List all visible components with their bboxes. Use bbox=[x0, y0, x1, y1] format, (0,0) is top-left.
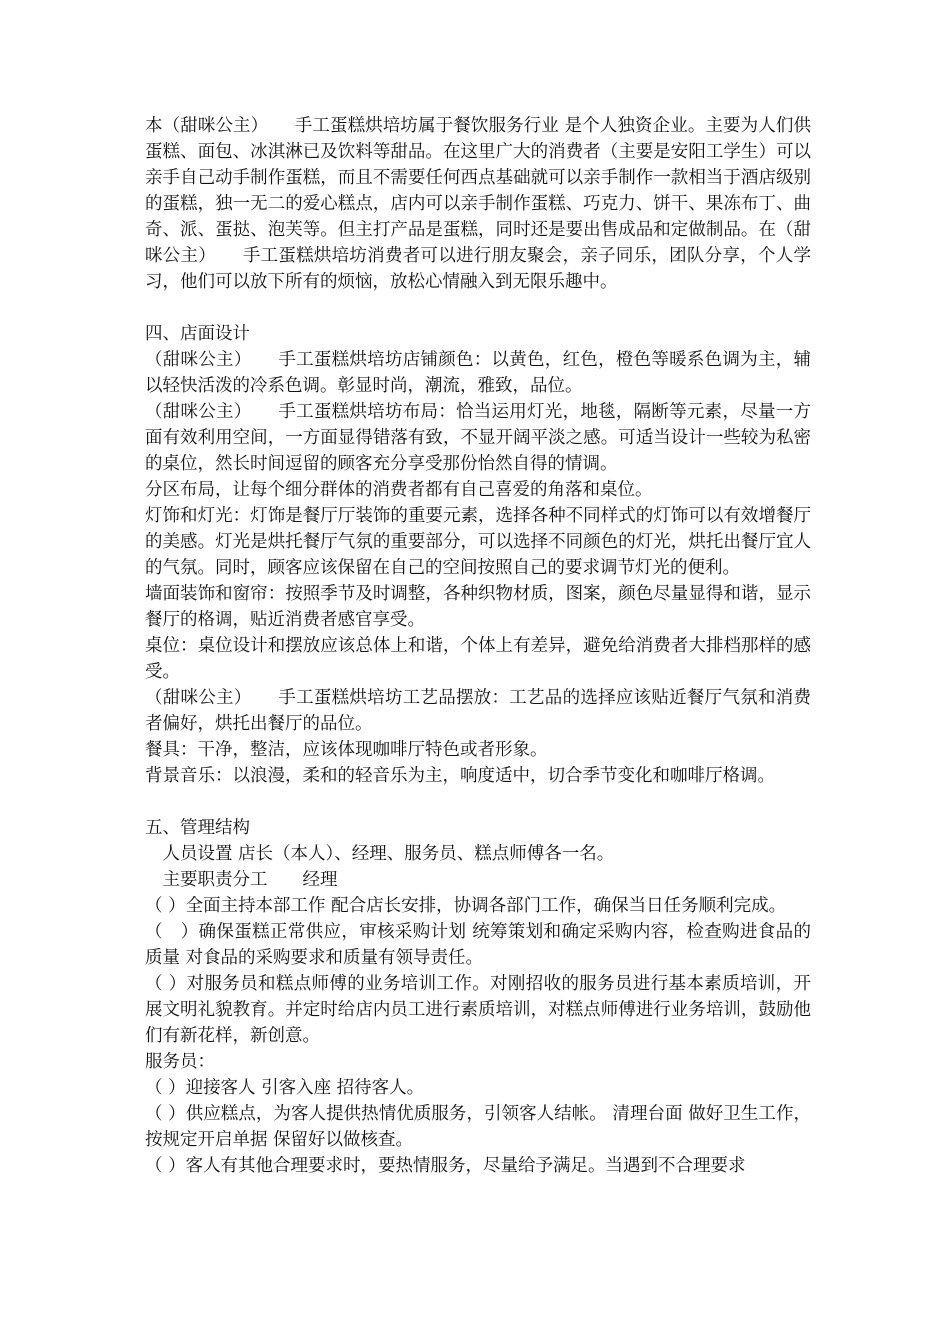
lighting-paragraph: 灯饰和灯光：灯饰是餐厅厅装饰的重要元素，选择各种不同样式的灯饰可以有效增餐厅的美感。灯光是烘托餐厅气氛的重要部分，可以选择不同颜色的灯光，烘托出餐厅宜人的气氛。同时，顾客应该保留在自己的空间按照自己的要求调节灯光的便利。 bbox=[145, 506, 811, 578]
store-color-paragraph: （甜咪公主） 手工蛋糕烘培坊店铺颜色：以黄色，红色，橙色等暖系色调为主，辅以轻快活泼的冷系色调。彰显时尚，潮流，雅致，品位。 bbox=[145, 350, 811, 396]
section-heading-store-design: 四、店面设计 bbox=[145, 324, 250, 344]
waiter-heading: 服务员： bbox=[145, 1052, 215, 1072]
tableware-paragraph: 餐具：干净，整洁，应该体现咖啡厅特色或者形象。 bbox=[145, 740, 548, 760]
music-paragraph: 背景音乐：以浪漫，柔和的轻音乐为主，响度适中，切合季节变化和咖啡厅格调。 bbox=[145, 766, 775, 786]
seating-paragraph: 桌位：桌位设计和摆放应该总体上和谐，个体上有差异，避免给消费者大排档那样的感受。 bbox=[145, 636, 811, 682]
duties-heading: 主要职责分工 经理 bbox=[145, 870, 338, 890]
zone-layout-paragraph: 分区布局，让每个细分群体的消费者都有自己喜爱的角落和桌位。 bbox=[145, 480, 653, 500]
store-layout-paragraph: （甜咪公主） 手工蛋糕烘培坊布局：恰当运用灯光，地毯，隔断等元素，尽量一方面有效利用空间，一方面显得错落有致，不显开阔平淡之感。可适当设计一些较为私密的桌位，然长时间逗留的顾客充分享受那份怡然自得的情调。 bbox=[145, 402, 811, 474]
spacer bbox=[145, 789, 811, 815]
document-body bbox=[145, 113, 811, 1179]
waiter-duty-2: （ ）供应糕点，为客人提供热情优质服务，引领客人结帐。 清理台面 做好卫生工作，按规定开启单据 保留好以做核查。 bbox=[145, 1104, 811, 1150]
manager-duty-1: （ ）全面主持本部工作 配合店长安排，协调各部门工作，确保当日任务顺利完成。 bbox=[145, 896, 787, 916]
crafts-paragraph: （甜咪公主） 手工蛋糕烘培坊工艺品摆放：工艺品的选择应该贴近餐厅气氛和消费者偏好，烘托出餐厅的品位。 bbox=[145, 688, 811, 734]
spacer bbox=[145, 295, 811, 321]
staffing-paragraph: 人员设置 店长（本人）、经理、服务员、糕点师傅各一名。 bbox=[145, 844, 615, 864]
waiter-duty-1: （ ）迎接客人 引客入座 招待客人。 bbox=[145, 1078, 425, 1098]
wall-curtain-paragraph: 墙面装饰和窗帘：按照季节及时调整，各种织物材质，图案，颜色尽量显得和谐，显示餐厅的格调，贴近消费者感官享受。 bbox=[145, 584, 811, 630]
section-heading-management: 五、管理结构 bbox=[145, 818, 250, 838]
manager-duty-2: （ ）确保蛋糕正常供应，审核采购计划 统筹策划和确定采购内容，检查购进食品的质量 对食品的采购要求和质量有领导责任。 bbox=[145, 922, 811, 968]
manager-duty-3: （ ）对服务员和糕点师傅的业务培训工作。对刚招收的服务员进行基本素质培训，开展文明礼貌教育。并定时给店内员工进行素质培训，对糕点师傅进行业务培训，鼓励他们有新花样，新创意。 bbox=[145, 974, 811, 1046]
intro-paragraph: 本（甜咪公主） 手工蛋糕烘培坊属于餐饮服务行业 是个人独资企业。主要为人们供蛋糕、面包、冰淇淋已及饮料等甜品。在这里广大的消费者（主要是安阳工学生）可以亲手自己动手制作蛋糕，而且不需要任何西点基础就可以亲手制作一款相当于酒店级别的蛋糕，独一无二的爱心糕点，店内可以亲手制作蛋糕、巧克力、饼干、果冻布丁、曲奇、派、蛋挞、泡芙等。但主打产品是蛋糕，同时还是要出售成品和定做制品。在（甜咪公主） 手工蛋糕烘培坊消费者可以进行朋友聚会，亲子同乐，团队分享，个人学习，他们可以放下所有的烦恼，放松心情融入到无限乐趣中。 bbox=[145, 116, 811, 292]
waiter-duty-3: （ ）客人有其他合理要求时，要热情服务，尽量给予满足。当遇到不合理要求 bbox=[145, 1156, 746, 1176]
